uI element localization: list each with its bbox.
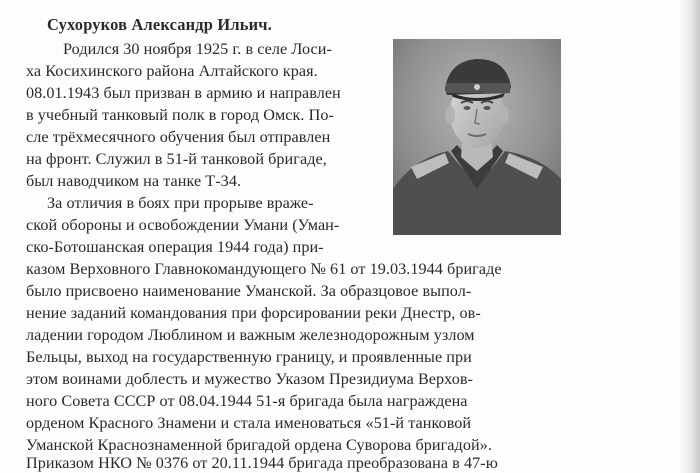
text-line: орденом Красного Знамени и стала именоваться «51-й танковой (26, 414, 472, 432)
text-line: ладении городом Люблином и важным железнодорожным узлом (26, 326, 475, 344)
text-line: Родился 30 ноября 1925 г. в селе Лоси- (63, 40, 332, 58)
text-line: Приказом НКО № 0376 от 20.11.1944 бригада преобразована в 47-ю (26, 454, 498, 472)
portrait-photo (393, 39, 561, 235)
text-line: нение заданий командования при форсировании реки Днестр, ов- (26, 304, 481, 322)
text-line: было присвоено наименование Уманской. За образцовое выпол- (26, 282, 472, 300)
text-line: сле трёхмесячного обучения был отправлен (26, 128, 331, 146)
text-line: ской обороны и освобождении Умани (Уман- (26, 216, 340, 234)
text-line: За отличия в боях при прорыве враже- (47, 194, 314, 212)
text-line: ско-Ботошанская операция 1944 года) при- (26, 238, 324, 256)
text-line: в учебный танковый полк в город Омск. По- (26, 106, 334, 124)
page-edge-shadow (678, 0, 700, 473)
text-line: Уманской Краснознаменной бригадой ордена Суворова бригадой». (26, 436, 492, 454)
text-line: ха Косихинского района Алтайского края. (26, 62, 318, 80)
text-line: Бельцы, выход на государственную границу, и проявленные при (26, 348, 472, 366)
text-line: был наводчиком на танке Т-34. (26, 172, 242, 190)
text-line: на фронт. Служил в 51-й танковой бригаде, (26, 150, 327, 168)
text-line: этом воинами доблесть и мужество Указом Президиума Верхов- (26, 370, 473, 388)
person-name-heading: Сухоруков Александр Ильич. (47, 15, 273, 34)
text-line: ного Совета СССР от 08.04.1944 51-я бригада была награждена (26, 392, 468, 410)
text-line: казом Верховного Главнокомандующего № 61 от 19.03.1944 бригаде (26, 260, 502, 278)
text-line: 08.01.1943 был призван в армию и направлен (26, 84, 341, 102)
